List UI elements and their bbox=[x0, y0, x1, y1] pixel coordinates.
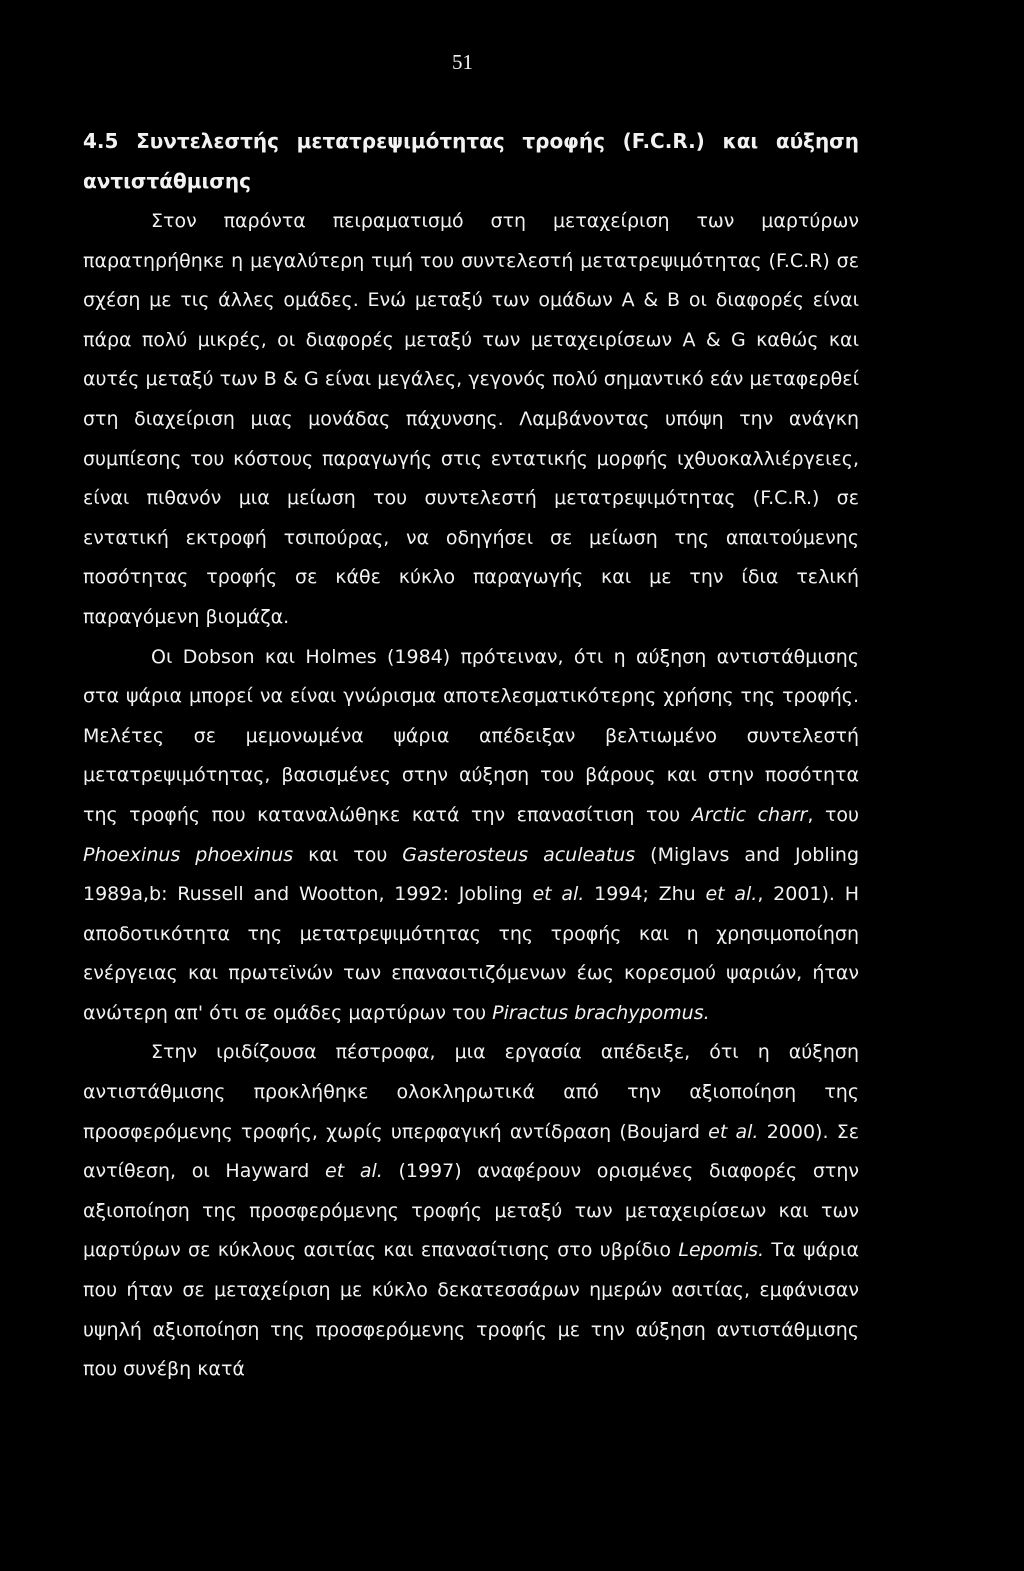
paragraph-2-text: (Miglavs and Jobling 1989a,b: Russell and Wootton, 1992: Jobling bbox=[83, 843, 860, 906]
paragraph-3-text: (1997) αναφέρουν ορισμένες διαφορές στην αξιοποίηση της προσφερόμενης τροφής μεταξύ των μεταχειρίσεων και των μαρτύρων σε κύκλους ασιτίας και επανασίτισης στο υβρίδιο bbox=[83, 1160, 859, 1262]
et-al: et al. bbox=[705, 883, 758, 906]
et-al: et al. bbox=[532, 883, 585, 906]
paragraph-2-text: Οι Dobson και Holmes (1984) πρότειναν, ότι η αύξηση αντιστάθμισης στα ψάρια μπορεί να είναι γνώρισμα αποτελεσματικότερης χρήσης της τροφής. Μελέτες σε μεμονωμένα ψάρια απέδειξαν βελτιωμένο συντελεστή μετατρεψιμότητας, βασισμένες στην αύξηση του βάρους και στην ποσότητα της τροφής που καταναλώθηκε κατά την επανασίτιση του bbox=[83, 645, 859, 826]
paragraph-1-text: Στον παρόντα πειραματισμό στη μεταχείριση των μαρτύρων παρατηρήθηκε η μεγαλύτερη τιμή του συντελεστή μετατρεψιμότητας (F.C.R) σε σχέση με τις άλλες ομάδες. Ενώ μεταξύ των ομάδων Α & Β οι διαφορές είναι πάρα πολύ μικρές, οι διαφορές μεταξύ των μεταχειρίσεων Α & G καθώς και αυτές μεταξύ των Β & G είναι μεγάλες, γεγονός πολύ σημαντικό εάν μεταφερθεί στη διαχείριση μιας μονάδας πάχυνσης. Λαμβάνοντας υπόψη την ανάγκη συμπίεσης του κόστους παραγωγής στις εντατικής μορφής ιχθυοκαλλιέργειες, είναι πιθανόν μια μείωση του συντελεστή μετατρεψιμότητας (F.C.R.) σε εντατική εκτροφή τσιπούρας, να οδηγήσει σε μείωση της απαιτούμενης ποσότητας τροφής σε κάθε κύκλο παραγωγής και με την ίδια τελική παραγόμενη βιομάζα. bbox=[83, 210, 859, 628]
et-al: et al. bbox=[325, 1160, 383, 1183]
paragraph-2-text: και του bbox=[293, 843, 403, 866]
paragraph-3 bbox=[83, 1033, 859, 1389]
species-name: Gasterosteus aculeatus bbox=[402, 843, 636, 866]
species-name: Piractus brachypomus. bbox=[492, 1001, 710, 1024]
body-text bbox=[83, 202, 859, 1390]
species-name: Lepomis. bbox=[678, 1239, 765, 1262]
section-heading: 4.5 Συντελεστής μετατρεψιμότητας τροφής (F.C.R.) και αύξηση αντιστάθμισης bbox=[83, 129, 859, 193]
paragraph-2 bbox=[83, 638, 859, 1034]
paragraph-2-text: , 2001). Η αποδοτικότητα της μετατρεψιμότητας της τροφής και η χρησιμοποίηση ενέργειας και πρωτεϊνών των επανασιτιζόμενων έως κορεσμού ψαριών, ήταν ανώτερη απ' ότι σε ομάδες μαρτύρων του bbox=[83, 883, 860, 1024]
paragraph-3-text: Τα ψάρια που ήταν σε μεταχείριση με κύκλο δεκατεσσάρων ημερών ασιτίας, εμφάνισαν υψηλή αξιοποίηση της προσφερόμενης τροφής με την αύξηση αντιστάθμισης που συνέβη κατά bbox=[83, 1239, 859, 1381]
paragraph-1 bbox=[83, 202, 859, 638]
species-name: Arctic charr bbox=[691, 803, 808, 826]
paragraph-3-text: 2000). Σε αντίθεση, οι Hayward bbox=[83, 1120, 859, 1183]
paragraph-3-text: Στην ιριδίζουσα πέστροφα, μια εργασία απέδειξε, ότι η αύξηση αντιστάθμισης προκλήθηκε ολοκληρωτικά από την αξιοποίηση της προσφερόμενης τροφής, χωρίς υπερφαγική αντίδραση (Boujard bbox=[83, 1041, 859, 1143]
paragraph-2-text: 1994; Zhu bbox=[584, 883, 706, 906]
et-al: et al. bbox=[708, 1120, 759, 1143]
species-name: Phoexinus phoexinus bbox=[83, 843, 294, 866]
paragraph-2-text: , του bbox=[807, 803, 859, 826]
page-number: 51 bbox=[452, 50, 473, 74]
